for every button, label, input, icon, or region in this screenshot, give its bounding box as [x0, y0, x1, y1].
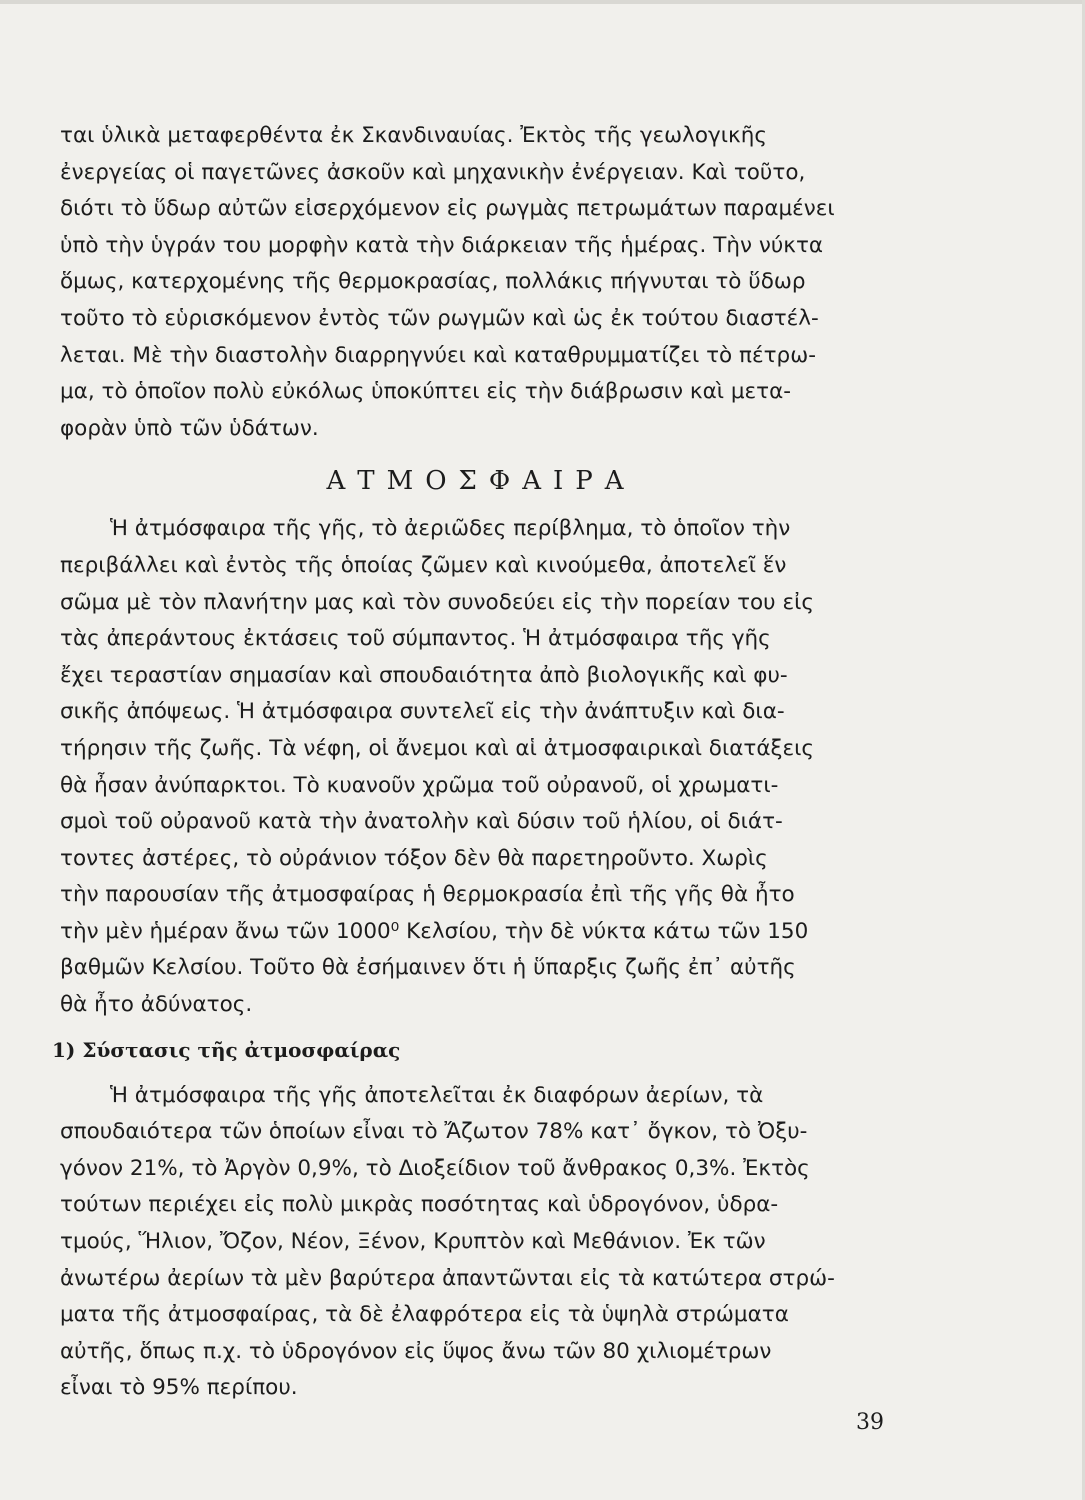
text-line: ἀνωτέρω ἀερίων τὰ μὲν βαρύτερα ἀπαντῶνται εἰς τὰ κατώτερα στρώ- [60, 1265, 835, 1291]
text-line: λεται. Μὲ τὴν διαστολὴν διαρρηγνύει καὶ καταθρυμματίζει τὸ πέτρω- [60, 342, 816, 368]
text-line: τὴν μὲν ἡμέραν ἄνω τῶν 1000⁰ Κελσίου, τὴν δὲ νύκτα κάτω τῶν 150 [60, 918, 809, 944]
text-line: περιβάλλει καὶ ἐντὸς τῆς ὁποίας ζῶμεν καὶ κινούμεθα, ἀποτελεῖ ἕν [60, 552, 787, 578]
text-line: ὅμως, κατερχομένης τῆς θερμοκρασίας, πολλάκις πήγνυται τὸ ὕδωρ [60, 269, 806, 295]
intro-paragraph [60, 118, 882, 447]
text-line: θὰ ἦτο ἀδύνατος. [60, 992, 253, 1018]
text-line: φορὰν ὑπὸ τῶν ὑδάτων. [60, 415, 319, 441]
text-line: εἶναι τὸ 95% περίπου. [60, 1375, 298, 1401]
page-number: 39 [856, 1410, 884, 1435]
text-line: σπουδαιότερα τῶν ὁποίων εἶναι τὸ Ἄζωτον 78% κατ᾽ ὄγκον, τὸ Ὀξυ- [60, 1119, 808, 1145]
text-line: Ἡ ἀτμόσφαιρα τῆς γῆς, τὸ ἀεριῶδες περίβλημα, τὸ ὁποῖον τὴν [110, 516, 791, 542]
text-line: Ἡ ἀτμόσφαιρα τῆς γῆς ἀποτελεῖται ἐκ διαφόρων ἀερίων, τὰ [110, 1082, 764, 1108]
text-line: τμούς, Ἥλιον, Ὄζον, Νέον, Ξένον, Κρυπτὸν καὶ Μεθάνιον. Ἐκ τῶν [60, 1229, 766, 1255]
text-line: αὐτῆς, ὅπως π.χ. τὸ ὑδρογόνον εἰς ὕψος ἄνω τῶν 80 χιλιομέτρων [60, 1338, 772, 1364]
text-line: σμοὶ τοῦ οὐρανοῦ κατὰ τὴν ἀνατολὴν καὶ δύσιν τοῦ ἡλίου, οἱ διάτ- [60, 809, 783, 835]
text-line: διότι τὸ ὕδωρ αὐτῶν εἰσερχόμενον εἰς ρωγμὰς πετρωμάτων παραμένει [60, 196, 835, 222]
text-line: τοντες ἀστέρες, τὸ οὐράνιον τόξον δὲν θὰ παρετηροῦντο. Χωρὶς [60, 845, 768, 871]
text-line: τοῦτο τὸ εὑρισκόμενον ἐντὸς τῶν ρωγμῶν καὶ ὡς ἐκ τούτου διαστέλ- [60, 305, 819, 331]
composition-paragraph [60, 1078, 882, 1407]
page-body [52, 118, 882, 1407]
text-line: τὰς ἀπεράντους ἐκτάσεις τοῦ σύμπαντος. Ἡ ἀτμόσφαιρα τῆς γῆς [60, 626, 771, 652]
text-line: θὰ ἦσαν ἀνύπαρκτοι. Τὸ κυανοῦν χρῶμα τοῦ οὐρανοῦ, οἱ χρωματι- [60, 772, 779, 798]
text-line: σικῆς ἀπόψεως. Ἡ ἀτμόσφαιρα συντελεῖ εἰς τὴν ἀνάπτυξιν καὶ δια- [60, 699, 785, 725]
text-line: ἔχει τεραστίαν σημασίαν καὶ σπουδαιότητα ἀπὸ βιολογικῆς καὶ φυ- [60, 662, 788, 688]
page-top-edge [0, 0, 1085, 4]
text-line: ματα τῆς ἀτμοσφαίρας, τὰ δὲ ἐλαφρότερα εἰς τὰ ὑψηλὰ στρώματα [60, 1302, 789, 1328]
section-title: ΑΤΜΟΣΦΑΙΡΑ [326, 466, 636, 497]
atmosphere-paragraph [60, 511, 882, 1023]
text-line: ὑπὸ τὴν ὑγράν του μορφὴν κατὰ τὴν διάρκειαν τῆς ἡμέρας. Τὴν νύκτα [60, 232, 824, 258]
text-line: ἐνεργείας οἱ παγετῶνες ἀσκοῦν καὶ μηχανικὴν ἐνέργειαν. Καὶ τοῦτο, [60, 159, 806, 185]
text-line: γόνον 21%, τὸ Ἀργὸν 0,9%, τὸ Διοξείδιον τοῦ ἄνθρακος 0,3%. Ἐκτὸς [60, 1155, 810, 1181]
text-line: βαθμῶν Κελσίου. Τοῦτο θὰ ἐσήμαινεν ὅτι ἡ ὕπαρξις ζωῆς ἐπ᾽ αὐτῆς [60, 955, 796, 981]
text-line: τήρησιν τῆς ζωῆς. Τὰ νέφη, οἱ ἄνεμοι καὶ αἱ ἀτμοσφαιρικαὶ διατάξεις [60, 735, 815, 761]
text-line: σῶμα μὲ τὸν πλανήτην μας καὶ τὸν συνοδεύει εἰς τὴν πορείαν του εἰς [60, 589, 814, 615]
subsection-title: 1) Σύστασις τῆς ἀτμοσφαίρας [52, 1037, 401, 1062]
text-line: τὴν παρουσίαν τῆς ἀτμοσφαίρας ἡ θερμοκρασία ἐπὶ τῆς γῆς θὰ ἦτο [60, 882, 795, 908]
text-line: τούτων περιέχει εἰς πολὺ μικρὰς ποσότητας καὶ ὑδρογόνον, ὑδρα- [60, 1192, 779, 1218]
text-line: μα, τὸ ὁποῖον πολὺ εὐκόλως ὑποκύπτει εἰς τὴν διάβρωσιν καὶ μετα- [60, 379, 792, 405]
text-line: ται ὑλικὰ μεταφερθέντα ἐκ Σκανδιναυίας. Ἐκτὸς τῆς γεωλογικῆς [60, 123, 767, 148]
